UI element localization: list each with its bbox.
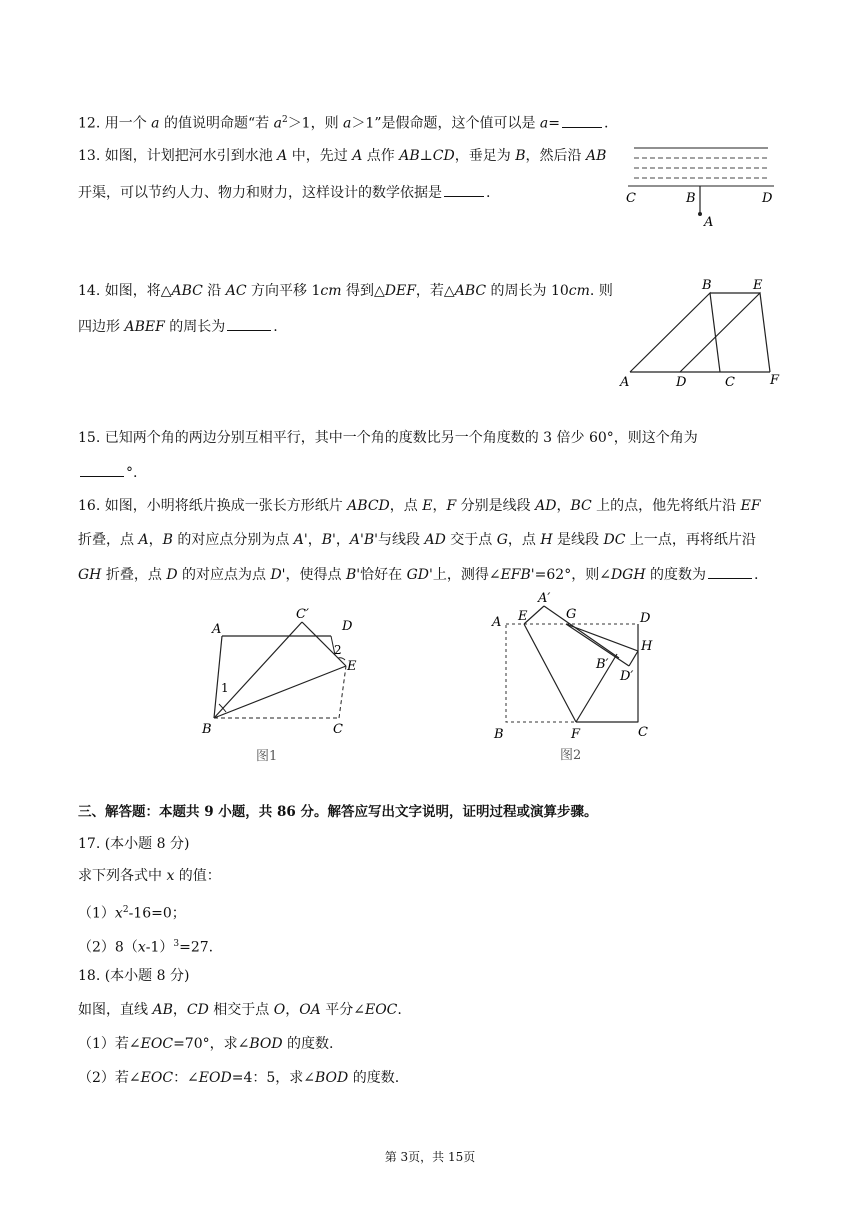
- var-x: x: [137, 939, 146, 956]
- q13-text: ，然后沿: [525, 148, 586, 164]
- angle-EOD: EOD: [198, 1070, 232, 1086]
- q17-part2: [78, 934, 213, 958]
- label-H: H: [641, 639, 653, 654]
- q13-text: 点作: [362, 148, 400, 164]
- point-A: A: [352, 148, 363, 164]
- label-E: E: [518, 609, 528, 624]
- label-B: B: [494, 727, 504, 742]
- exponent: 2: [122, 905, 129, 915]
- label-G: G: [566, 607, 577, 622]
- segment-GD-prime: GD': [406, 567, 433, 583]
- q16-text: 恰好在: [360, 567, 407, 583]
- q15-text: °.: [126, 465, 138, 481]
- angle-EOC: EOC: [140, 1036, 174, 1052]
- q18-text: 相交于点: [208, 1002, 274, 1018]
- q16-text: ，点: [389, 498, 423, 514]
- label-A: A: [212, 622, 222, 637]
- q14-text: 的周长为: [164, 319, 226, 335]
- q18-text: =70°，求∠: [173, 1036, 250, 1052]
- point-D-prime: D': [270, 567, 286, 583]
- quad-ABEF: ABEF: [124, 319, 165, 335]
- label-F: F: [571, 727, 581, 742]
- point-E: E: [422, 498, 433, 514]
- q18-text: ，: [172, 1002, 187, 1018]
- point-O: O: [273, 1002, 286, 1018]
- line-CD: CD: [186, 1002, 209, 1018]
- label-B: B: [202, 722, 212, 737]
- point-H: H: [540, 532, 553, 548]
- q18-part2: [78, 1068, 399, 1088]
- figure-caption: 图1: [256, 749, 278, 764]
- segment-EF: EF: [740, 498, 761, 514]
- var-a: a: [151, 115, 160, 132]
- q13-figure: [620, 140, 790, 235]
- angle-EOC: EOC: [364, 1002, 398, 1018]
- q12-text: =: [548, 115, 561, 132]
- var-a: a: [539, 115, 549, 132]
- q13-text: 13. 如图，计划把河水引到水池: [78, 148, 278, 164]
- q14-text: . 则: [589, 283, 613, 299]
- q12-text: ＞1”是假命题，这个值可以是: [351, 115, 540, 132]
- q14-text: .: [273, 319, 278, 335]
- label-D: D: [640, 611, 651, 626]
- q16-figure-1: [196, 600, 376, 770]
- q16-text: 上的点，他先将纸片沿: [591, 498, 741, 514]
- label-D-prime: D′: [620, 669, 634, 684]
- q16-figure-2: [484, 588, 674, 766]
- q17-text: 求下列各式中: [78, 868, 167, 884]
- q16-text: ，使得点: [285, 567, 346, 583]
- q16-text: ，: [556, 498, 571, 514]
- label-B: B: [702, 278, 712, 293]
- q16-text: ，: [432, 498, 447, 514]
- label-A: A: [704, 215, 714, 230]
- q13-expr: AB⊥CD: [399, 148, 455, 164]
- question-14-line2: [78, 316, 278, 337]
- rect-ABCD: ABCD: [347, 498, 390, 514]
- q18-text: （1）若∠: [78, 1036, 141, 1052]
- q16-text: 与线段: [378, 532, 425, 548]
- q16-text: 16. 如图，小明将纸片换成一张长方形纸片: [78, 498, 348, 514]
- q16-text: ，点: [507, 532, 541, 548]
- q12-text: .: [604, 115, 609, 132]
- angle-DGH: DGH: [610, 567, 646, 583]
- triangle-ABC: ABC: [171, 283, 203, 299]
- point-B-prime: B': [321, 532, 336, 548]
- ray-OA: OA: [299, 1002, 321, 1018]
- label-C-prime: C′: [296, 607, 309, 622]
- label-E: E: [347, 659, 357, 674]
- answer-blank[interactable]: [708, 564, 752, 579]
- question-16-line3: [78, 564, 758, 585]
- label-A-prime: A′: [538, 591, 551, 606]
- segment-AB: AB: [585, 148, 607, 164]
- point-G: G: [496, 532, 508, 548]
- segment-DC: DC: [603, 532, 626, 548]
- point-B: B: [515, 148, 526, 164]
- angle-BOD: BOD: [315, 1070, 349, 1086]
- q16-text: 的对应点分别为点: [172, 532, 294, 548]
- q18-text: ，: [285, 1002, 300, 1018]
- unit-cm: cm: [568, 283, 590, 299]
- q12-text: ＞1，则: [287, 115, 344, 132]
- figure-caption: 图2: [560, 748, 582, 763]
- question-16-line1: [78, 496, 761, 516]
- exponent: 3: [173, 939, 180, 949]
- q16-text: 折叠，点: [101, 567, 167, 583]
- page-footer: 第 3页，共 15页: [384, 1150, 476, 1164]
- q18-text: ：∠: [173, 1070, 199, 1086]
- label-B: B: [686, 191, 696, 206]
- q16-text: .: [754, 567, 759, 583]
- q12-text: 的值说明命题“若: [159, 115, 274, 132]
- q16-text: ，: [148, 532, 163, 548]
- angle-BOD: BOD: [249, 1036, 283, 1052]
- q16-text: ，: [335, 532, 350, 548]
- q16-text: ，: [307, 532, 322, 548]
- angle-EOC: EOC: [140, 1070, 174, 1086]
- q17-part1: [78, 900, 186, 924]
- q18-text: .: [397, 1002, 402, 1018]
- answer-blank[interactable]: [80, 462, 124, 477]
- label-angle-1: 1: [221, 681, 229, 695]
- section-heading: 三、解答题：本题共 9 小题，共 86 分。解答应写出文字说明，证明过程或演算步骤。: [78, 804, 598, 820]
- segment-A-B-prime: A'B': [349, 532, 378, 548]
- q18-text: 如图，直线: [78, 1002, 153, 1018]
- q18-text: （2）若∠: [78, 1070, 141, 1086]
- q17-header: 17. (本小题 8 分): [78, 836, 190, 852]
- label-C: C: [333, 722, 343, 737]
- angle-EFB-prime: EFB': [500, 567, 535, 583]
- var-x: x: [166, 868, 175, 884]
- q13-text: 中，先过: [287, 148, 353, 164]
- q14-text: 得到△: [341, 283, 385, 299]
- segment-AC: AC: [225, 283, 247, 299]
- q14-text: 沿: [202, 283, 226, 299]
- q16-text: 的度数为: [645, 567, 707, 583]
- label-D: D: [342, 619, 353, 634]
- q17-text: （1）: [78, 905, 115, 922]
- question-13-line2: [78, 182, 490, 203]
- q16-text: 分别是线段: [456, 498, 536, 514]
- q17-text: -1）: [145, 939, 174, 956]
- label-B-prime: B′: [596, 657, 609, 672]
- q16-text: 的对应点为点: [177, 567, 271, 583]
- triangle-ABC: ABC: [454, 283, 487, 299]
- segment-BC: BC: [570, 498, 592, 514]
- label-A: A: [620, 375, 630, 390]
- point-D: D: [166, 567, 178, 583]
- point-A: A: [277, 148, 288, 164]
- label-angle-2: 2: [334, 643, 342, 657]
- q17-text: =27.: [179, 939, 214, 956]
- q16-text: 上，测得∠: [432, 567, 501, 583]
- question-15-line2: [78, 462, 137, 483]
- q17-text: （2）8（: [78, 939, 138, 956]
- label-A: A: [492, 615, 502, 630]
- q13-text: ，垂足为: [454, 148, 516, 164]
- question-16-line2: [78, 530, 756, 550]
- q18-header: 18. (本小题 8 分): [78, 968, 190, 984]
- q14-text: ，若△: [415, 283, 455, 299]
- segment-AD: AD: [424, 532, 446, 548]
- var-a: a: [343, 115, 352, 132]
- q18-text: 的度数.: [282, 1036, 334, 1052]
- q14-figure: [612, 276, 792, 391]
- label-E: E: [753, 278, 763, 293]
- answer-blank[interactable]: [227, 316, 271, 331]
- unit-cm: cm: [320, 283, 342, 299]
- point-A-prime: A': [293, 532, 308, 548]
- label-D: D: [762, 191, 773, 206]
- exponent: 2: [281, 115, 288, 125]
- label-C: C: [626, 191, 636, 206]
- label-D: D: [676, 375, 687, 390]
- point-B: B: [162, 532, 173, 548]
- q14-text: 14. 如图，将△: [78, 283, 172, 299]
- q17-text: -16=0；: [128, 905, 186, 922]
- label-C: C: [638, 725, 648, 740]
- point-A: A: [138, 532, 149, 548]
- q18-intro: [78, 1000, 402, 1020]
- question-14-line1: [78, 281, 613, 301]
- q12-number: 12.: [78, 115, 101, 132]
- q13-text: 开渠，可以节约人力、物力和财力，这样设计的数学依据是: [78, 185, 442, 201]
- line-AB: AB: [152, 1002, 173, 1018]
- answer-blank[interactable]: [444, 182, 484, 197]
- q14-text: 方向平移 1: [246, 283, 321, 299]
- question-15-line1: [78, 428, 698, 448]
- q18-part1: [78, 1034, 334, 1054]
- segment-AD: AD: [535, 498, 557, 514]
- var-a: a: [273, 115, 282, 132]
- q15-text: 15. 已知两个角的两边分别互相平行，其中一个角的度数比另一个角度数的 3 倍少 60°，则这个角为: [78, 430, 698, 446]
- q16-text: 是线段: [552, 532, 604, 548]
- q18-text: 的度数.: [348, 1070, 400, 1086]
- q14-text: 四边形: [78, 319, 125, 335]
- q13-text: .: [486, 185, 491, 201]
- q18-text: 平分∠: [320, 1002, 365, 1018]
- q16-text: =62°，则∠: [534, 567, 611, 583]
- var-x: x: [114, 905, 123, 922]
- triangle-DEF: DEF: [384, 283, 416, 299]
- point-B-prime: B': [345, 567, 361, 583]
- answer-blank[interactable]: [562, 113, 602, 128]
- label-C: C: [725, 375, 735, 390]
- question-12: [78, 110, 608, 134]
- label-F: F: [770, 373, 780, 388]
- q17-intro: [78, 866, 221, 886]
- q14-text: 的周长为 10: [486, 283, 569, 299]
- q17-text: 的值：: [174, 868, 221, 884]
- question-13-line1: [78, 146, 606, 166]
- q16-text: 上一点，再将纸片沿: [625, 532, 756, 548]
- point-F: F: [446, 498, 457, 514]
- q12-text: 用一个: [100, 115, 152, 132]
- q16-text: 折叠，点: [78, 532, 139, 548]
- segment-GH: GH: [78, 567, 102, 583]
- q16-text: 交于点: [445, 532, 497, 548]
- q18-text: =4：5，求∠: [231, 1070, 315, 1086]
